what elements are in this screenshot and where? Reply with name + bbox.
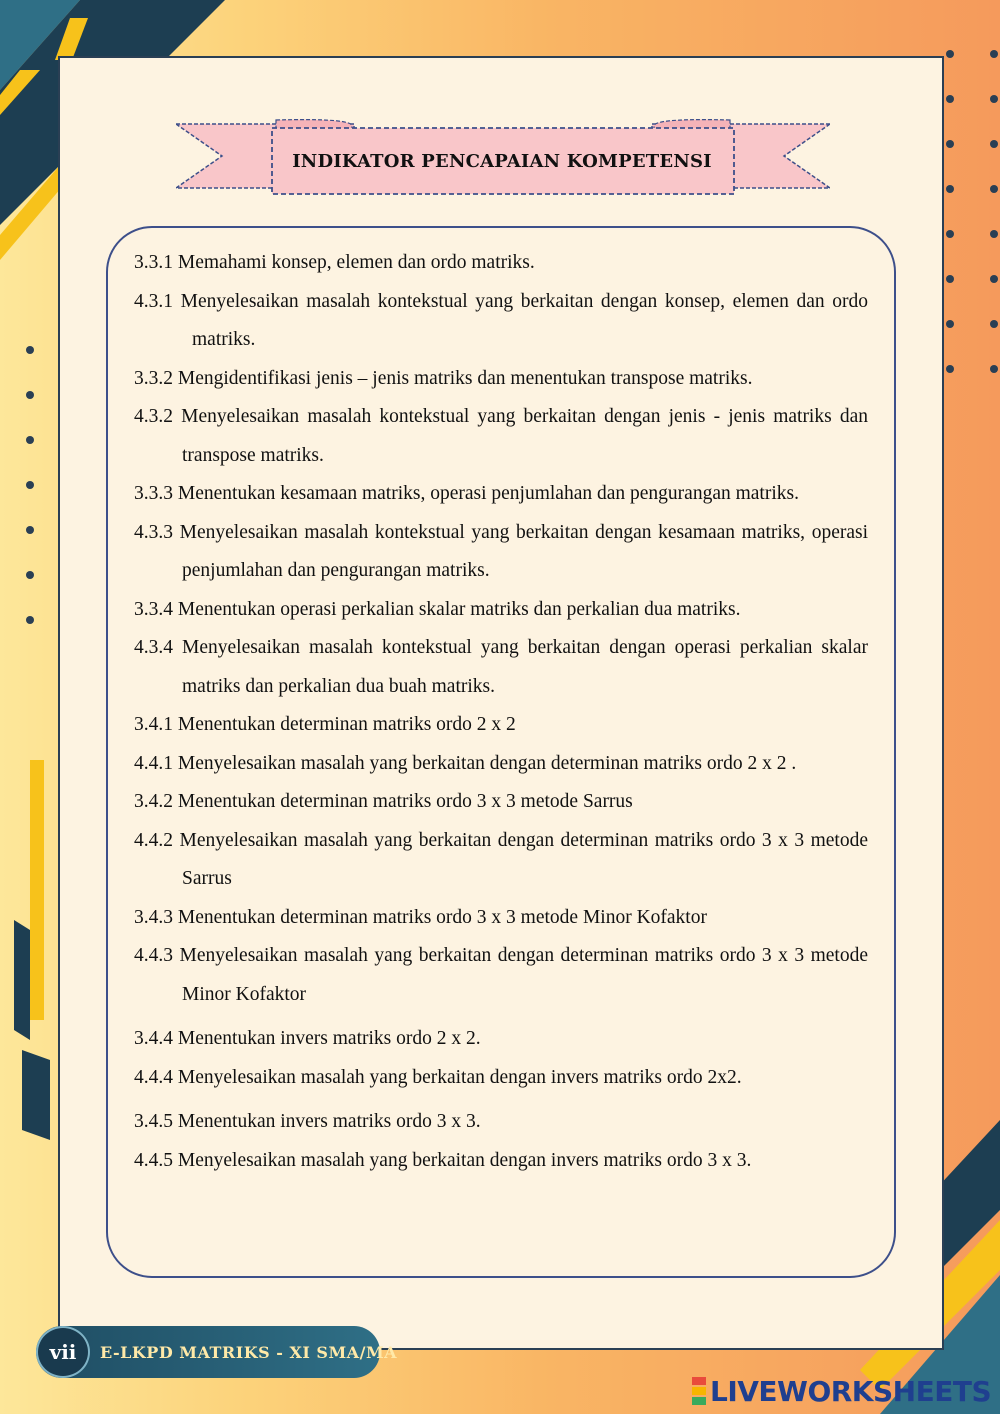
list-item: 4.3.2 Menyelesaikan masalah kontekstual yang berkaitan dengan jenis - jenis matriks dan transpose matriks. <box>134 406 868 466</box>
side-stripes-decoration <box>0 760 60 1140</box>
list-item: 4.3.1 Menyelesaikan masalah kontekstual yang berkaitan dengan konsep, elemen dan ordo matriks. <box>134 290 868 350</box>
watermark <box>692 1374 991 1408</box>
list-item: 4.4.2 Menyelesaikan masalah yang berkaitan dengan determinan matriks ordo 3 x 3 metode Sarrus <box>134 829 868 889</box>
list-item: 3.3.4 Menentukan operasi perkalian skalar matriks dan perkalian dua matriks. <box>134 598 741 620</box>
watermark-text: LIVEWORKSHEETS <box>710 1374 992 1408</box>
list-item: 4.3.4 Menyelesaikan masalah kontekstual yang berkaitan dengan operasi perkalian skalar matriks dan perkalian dua buah matriks. <box>134 637 868 697</box>
list-item: 4.4.1 Menyelesaikan masalah yang berkaitan dengan determinan matriks ordo 2 x 2 . <box>134 752 797 774</box>
list-item: 4.3.3 Menyelesaikan masalah kontekstual yang berkaitan dengan kesamaan matriks, operasi penjumlahan dan pengurangan matriks. <box>134 521 868 581</box>
list-item: 3.3.3 Menentukan kesamaan matriks, operasi penjumlahan dan pengurangan matriks. <box>134 483 799 504</box>
list-item: 3.4.4 Menentukan invers matriks ordo 2 x 2. <box>134 1028 481 1049</box>
list-item: 3.4.2 Menentukan determinan matriks ordo 3 x 3 metode Sarrus <box>134 791 633 812</box>
list-item: 3.3.2 Mengidentifikasi jenis – jenis matriks dan menentukan transpose matriks. <box>134 367 753 389</box>
list-item: 4.4.4 Menyelesaikan masalah yang berkaitan dengan invers matriks ordo 2x2. <box>134 1066 742 1088</box>
list-item: 4.4.3 Menyelesaikan masalah yang berkaitan dengan determinan matriks ordo 3 x 3 metode Minor Kofaktor <box>134 945 868 1005</box>
indicator-list <box>134 244 868 1180</box>
list-item: 3.4.5 Menentukan invers matriks ordo 3 x 3. <box>134 1111 481 1132</box>
liveworksheets-logo-icon <box>692 1376 706 1406</box>
footer-label: E-LKPD MATRIKS - XI SMA/MA <box>100 1342 398 1362</box>
list-item: 4.4.5 Menyelesaikan masalah yang berkaitan dengan invers matriks ordo 3 x 3. <box>134 1149 752 1171</box>
list-item: 3.4.3 Menentukan determinan matriks ordo 3 x 3 metode Minor Kofaktor <box>134 906 707 928</box>
page-title: INDIKATOR PENCAPAIAN KOMPETENSI <box>292 150 712 172</box>
list-item: 3.3.1 Memahami konsep, elemen dan ordo matriks. <box>134 252 535 273</box>
list-item: 3.4.1 Menentukan determinan matriks ordo 2 x 2 <box>134 714 516 735</box>
page-number: vii <box>36 1326 90 1378</box>
